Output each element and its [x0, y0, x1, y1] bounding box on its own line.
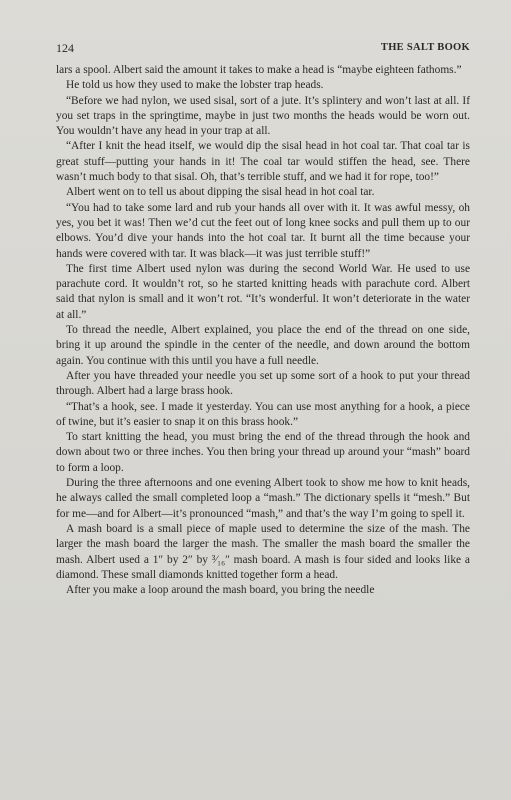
paragraph: The first time Albert used nylon was during the second World War. He used to use parachute cord. It wouldn’t rot, so he started knitting heads with parachute cord. Albert said that nylon is small and it won’t rot. “It’s wonderful. It won’t deteriorate in the water at all.”	[56, 262, 470, 321]
paragraph: He told us how they used to make the lobster trap heads.	[66, 79, 324, 92]
page-number: 124	[56, 41, 74, 55]
paragraph: lars a spool. Albert said the amount it takes to make a head is “maybe eighteen fathoms.”	[56, 64, 462, 76]
paragraph: “That’s a hook, see. I made it yesterday. You can use most anything for a hook, a piece of twine, but it’s easier to snap it on this brass hook.”	[56, 400, 470, 428]
body-text	[56, 63, 470, 598]
paragraph: To start knitting the head, you must bring the end of the thread through the hook and down about two or three inches. You then bring your thread up around your “mash” board to form a loop.	[56, 431, 470, 474]
paragraph: A mash board is a small piece of maple used to determine the size of the mash. The larger the mash board the larger the mash. The smaller the mash board the smaller the mash. Albert used a 1″ by 2″ by ³⁄₁₆″ mash board. A mash is four sided and looks like a diamond. These small diamonds knitted together form a head.	[56, 522, 470, 581]
paragraph: “Before we had nylon, we used sisal, sort of a jute. It’s splintery and won’t last at all. If you set traps in the springtime, maybe in just two months the heads would be worn out. You wouldn’t have any head in your trap at all.	[56, 94, 470, 138]
page-header	[50, 40, 470, 56]
paragraph: Albert went on to tell us about dipping the sisal head in hot coal tar.	[66, 186, 375, 199]
paragraph: “You had to take some lard and rub your hands all over with it. It was awful messy, oh yes, you bet it was! Then we’d cut the feet out of long knee socks and pull them up to our elbows. You’d dive your hands into the hot coal tar. It burnt all the time because your hands were covered with tar. It was black—it was just terrible stuff!”	[56, 201, 470, 260]
paragraph: “After I knit the head itself, we would dip the sisal head in hot coal tar. That coal tar is great stuff—putting your hands in it! The coal tar would stiffen the head, see. There wasn’t much body to that sisal. Oh, that’s terrible stuff, and we had it for rope, too!”	[56, 140, 470, 184]
paragraph: After you make a loop around the mash board, you bring the needle	[66, 584, 375, 597]
running-title: THE SALT BOOK	[380, 42, 470, 53]
paragraph: To thread the needle, Albert explained, you place the end of the thread on one side, bring it up around the spindle in the center of the needle, and down around the bottom again. You continue with this until you have a full needle.	[56, 324, 470, 367]
paragraph: During the three afternoons and one evening Albert took to show me how to knit heads, he always called the small completed loop a “mash.” The dictionary spells it “mesh.” But for me—and for Albert—it’s pronounced “mash,” and that’s the way I’m going to spell it.	[56, 477, 470, 520]
paragraph: After you have threaded your needle you set up some sort of a hook to put your thread through. Albert had a large brass hook.	[56, 369, 470, 398]
